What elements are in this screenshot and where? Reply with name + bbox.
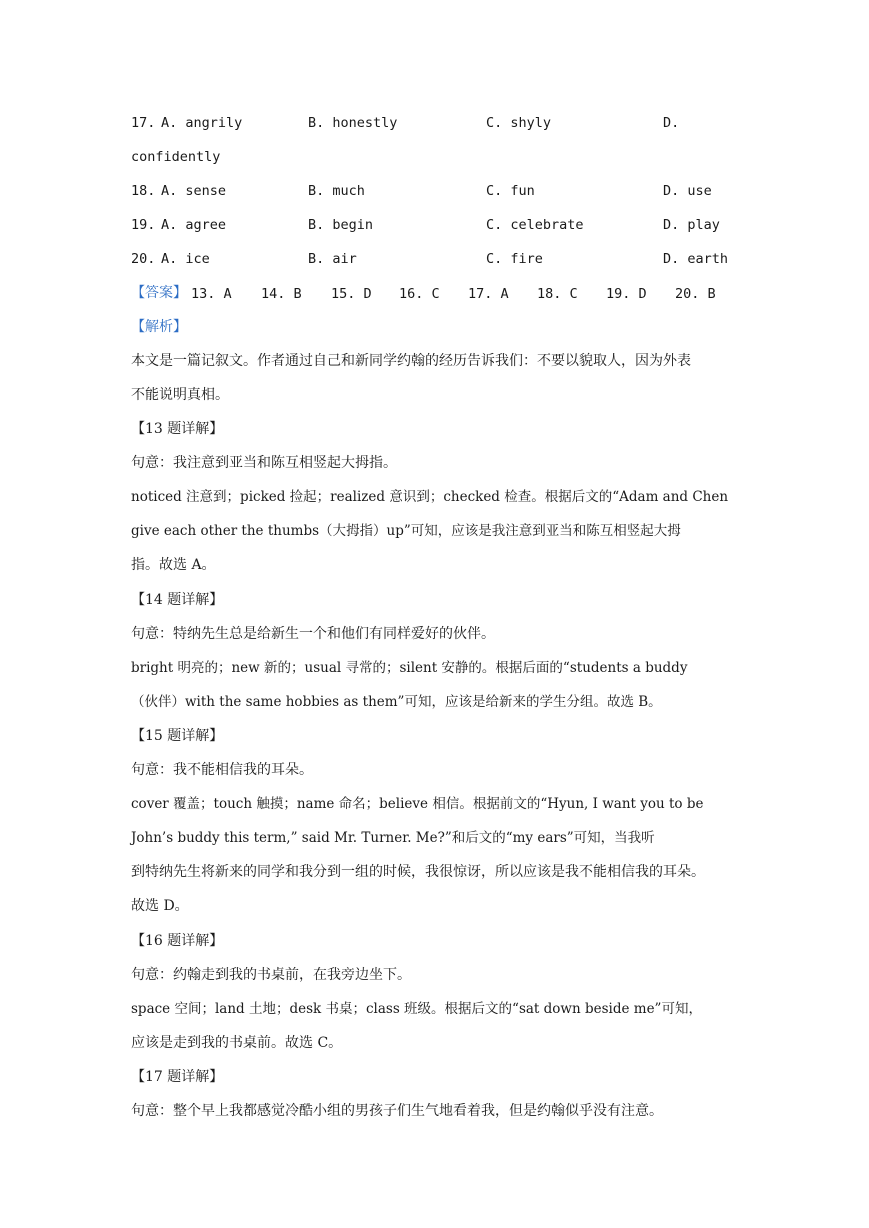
summary-line: 本文是一篇记叙文。作者通过自己和新同学约翰的经历告诉我们：不要以貌取人，因为外表 (131, 353, 691, 369)
option-b: B. much (308, 183, 365, 199)
answer-item: 20. B (675, 286, 716, 302)
answer-item: 18. C (537, 286, 578, 302)
answer-item: 17. A (468, 286, 509, 302)
q15-heading: 【15 题详解】 (131, 728, 224, 744)
option-b: B. honestly (308, 115, 398, 131)
option-b: B. begin (308, 217, 374, 233)
option-d: D. play (663, 217, 720, 233)
option-number: 20. (131, 251, 156, 267)
option-a: A. ice (161, 251, 210, 267)
option-d: D. use (663, 183, 712, 199)
summary-line: 不能说明真相。 (131, 387, 229, 403)
analysis-label: 【解析】 (131, 319, 187, 335)
q15-detail-line: 到特纳先生将新来的同学和我分到一组的时候，我很惊讶，所以应该是我不能相信我的耳朵。 (131, 864, 705, 880)
option-c: C. fun (486, 183, 535, 199)
q14-detail-line: bright 明亮的；new 新的；usual 寻常的；silent 安静的。根据后面的“students a buddy (131, 660, 688, 676)
q16-detail-line: 应该是走到我的书桌前。故选 C。 (131, 1035, 343, 1051)
q16-meaning: 句意：约翰走到我的书桌前，在我旁边坐下。 (131, 967, 411, 983)
q16-heading: 【16 题详解】 (131, 933, 224, 949)
option-d: D. earth (663, 251, 729, 267)
q16-detail-line: space 空间；land 土地；desk 书桌；class 班级。根据后文的“sat down beside me”可知， (131, 1001, 702, 1017)
q15-detail-line: 故选 D。 (131, 898, 189, 914)
option-c: C. fire (486, 251, 543, 267)
answer-label: 【答案】 (131, 285, 187, 301)
answer-item: 19. D (606, 286, 647, 302)
q15-meaning: 句意：我不能相信我的耳朵。 (131, 762, 313, 778)
option-a: A. angrily (161, 115, 243, 131)
q15-detail-line: cover 覆盖；touch 触摸；name 命名；believe 相信。根据前文的“Hyun, I want you to be (131, 796, 704, 812)
option-c: C. shyly (486, 115, 552, 131)
q14-meaning: 句意：特纳先生总是给新生一个和他们有同样爱好的伙伴。 (131, 626, 495, 642)
option-d-wrap: confidently (131, 149, 221, 165)
q15-detail-line: John’s buddy this term,” said Mr. Turner. Me?”和后文的“my ears”可知，当我听 (131, 830, 655, 846)
answer-item: 16. C (399, 286, 440, 302)
q17-meaning: 句意：整个早上我都感觉冷酷小组的男孩子们生气地看着我，但是约翰似乎没有注意。 (131, 1103, 663, 1119)
answer-item: 13. A (191, 286, 232, 302)
option-a: A. sense (161, 183, 227, 199)
answer-item: 14. B (261, 286, 302, 302)
q13-detail-line: noticed 注意到；picked 捡起；realized 意识到；checked 检查。根据后文的“Adam and Chen (131, 489, 729, 505)
option-number: 18. (131, 183, 156, 199)
q14-detail-line: （伙伴）with the same hobbies as them”可知，应该是给新来的学生分组。故选 B。 (131, 694, 662, 710)
q17-heading: 【17 题详解】 (131, 1069, 224, 1085)
option-b: B. air (308, 251, 357, 267)
answer-item: 15. D (331, 286, 372, 302)
q13-detail-line: give each other the thumbs（大拇指）up”可知，应该是我注意到亚当和陈互相竖起大拇 (131, 523, 681, 539)
q13-meaning: 句意：我注意到亚当和陈互相竖起大拇指。 (131, 455, 397, 471)
q14-heading: 【14 题详解】 (131, 592, 224, 608)
q13-heading: 【13 题详解】 (131, 421, 224, 437)
q13-detail-line: 指。故选 A。 (131, 557, 216, 573)
option-number: 19. (131, 217, 156, 233)
option-number: 17. (131, 115, 156, 131)
option-d: D. (663, 115, 680, 131)
option-c: C. celebrate (486, 217, 584, 233)
option-a: A. agree (161, 217, 227, 233)
